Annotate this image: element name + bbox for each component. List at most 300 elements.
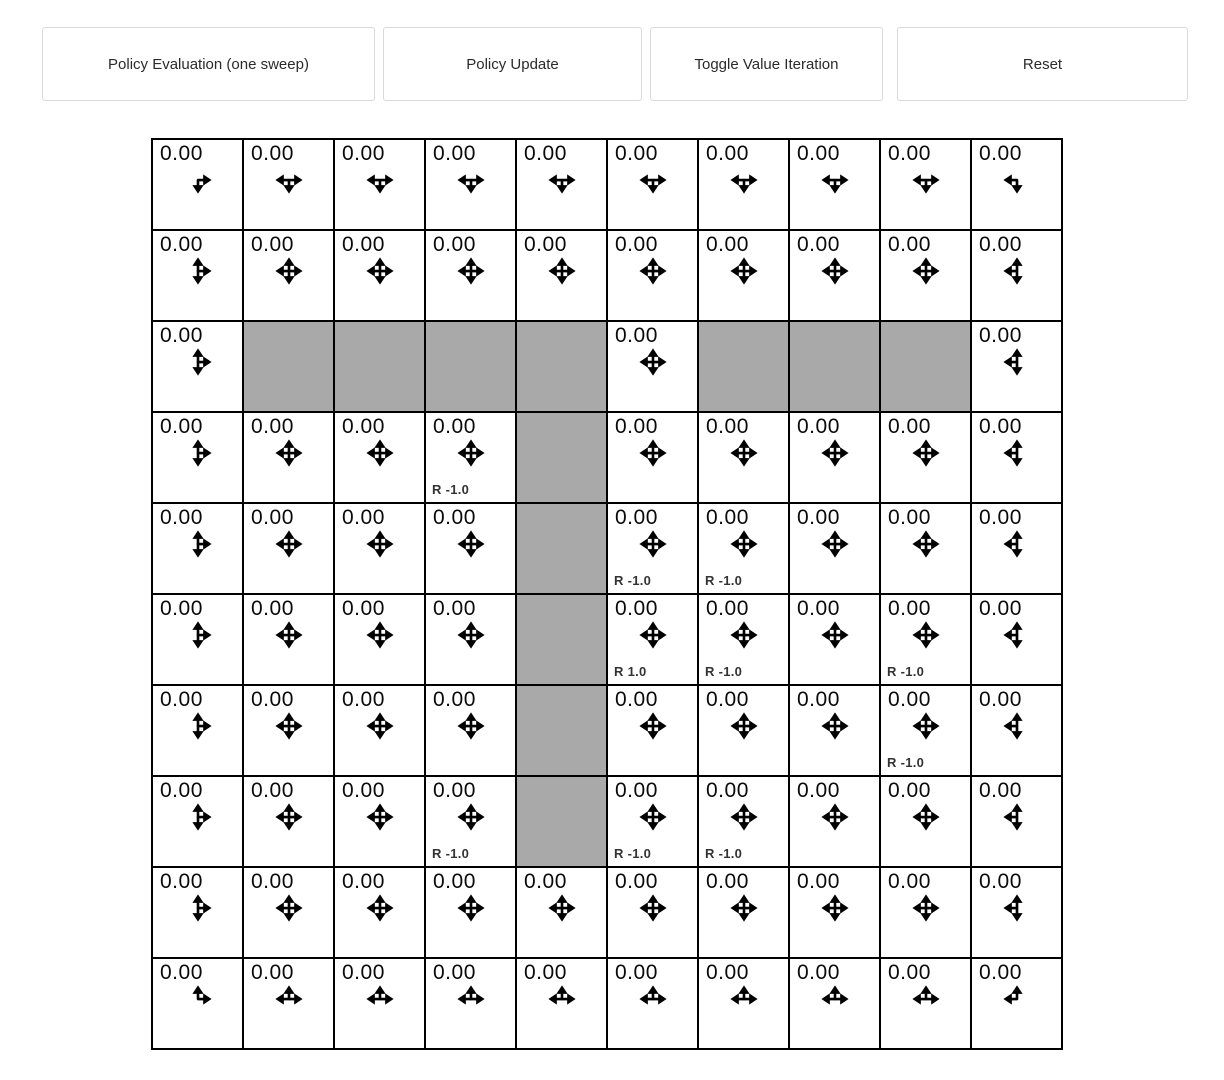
policy-arrows [911, 984, 941, 1014]
state-value: 0.00 [160, 415, 203, 438]
state-value: 0.00 [251, 142, 294, 165]
policy-arrows [638, 347, 668, 377]
grid-cell[interactable] [335, 777, 424, 866]
policy-arrow-icon [183, 620, 213, 650]
grid-cell[interactable] [790, 777, 879, 866]
policy-arrows [365, 984, 395, 1014]
grid-cell[interactable] [699, 504, 788, 593]
state-value: 0.00 [979, 142, 1022, 165]
policy-arrows [729, 438, 759, 468]
grid-cell[interactable] [335, 413, 424, 502]
policy-arrow-icon [911, 165, 941, 195]
policy-arrow-icon [638, 620, 668, 650]
policy-arrows [456, 984, 486, 1014]
state-value: 0.00 [251, 961, 294, 984]
state-value: 0.00 [251, 870, 294, 893]
policy-arrows [274, 165, 304, 195]
state-value: 0.00 [342, 779, 385, 802]
state-value: 0.00 [433, 961, 476, 984]
policy-arrow-icon [1002, 347, 1032, 377]
policy-arrow-icon [547, 984, 577, 1014]
wall-cell [244, 322, 333, 411]
state-value: 0.00 [888, 779, 931, 802]
policy-arrow-icon [911, 438, 941, 468]
wall-cell [517, 322, 606, 411]
grid-cell[interactable] [608, 504, 697, 593]
grid-cell[interactable] [153, 595, 242, 684]
reset-button[interactable]: Reset [897, 27, 1188, 101]
grid-cell[interactable] [426, 777, 515, 866]
grid-cell[interactable] [881, 595, 970, 684]
grid-cell[interactable] [790, 413, 879, 502]
state-value: 0.00 [888, 415, 931, 438]
grid-cell[interactable] [881, 413, 970, 502]
policy-arrow-icon [365, 984, 395, 1014]
policy-arrows [911, 893, 941, 923]
grid-cell[interactable] [335, 686, 424, 775]
policy-arrow-icon [729, 165, 759, 195]
policy-arrow-icon [183, 256, 213, 286]
policy-arrows [820, 893, 850, 923]
policy-arrow-icon [729, 256, 759, 286]
state-value: 0.00 [706, 142, 749, 165]
grid-cell[interactable] [699, 868, 788, 957]
policy-arrows [911, 711, 941, 741]
policy-arrows [820, 802, 850, 832]
state-value: 0.00 [797, 233, 840, 256]
policy-arrows [456, 711, 486, 741]
wall-cell [699, 322, 788, 411]
state-value: 0.00 [342, 142, 385, 165]
grid-cell[interactable] [699, 413, 788, 502]
grid-cell[interactable] [790, 231, 879, 320]
grid-cell[interactable] [335, 595, 424, 684]
state-value: 0.00 [888, 233, 931, 256]
policy-arrow-icon [911, 711, 941, 741]
policy-arrow-icon [456, 529, 486, 559]
policy-arrows [1002, 711, 1032, 741]
policy-arrow-icon [729, 438, 759, 468]
reward-label: R -1.0 [887, 664, 925, 679]
state-value: 0.00 [524, 961, 567, 984]
grid-cell[interactable] [972, 777, 1061, 866]
policy-arrows [638, 620, 668, 650]
policy-arrow-icon [1002, 256, 1032, 286]
policy-arrow-icon [820, 893, 850, 923]
policy-arrows [911, 802, 941, 832]
policy-arrow-icon [274, 165, 304, 195]
state-value: 0.00 [888, 870, 931, 893]
grid-cell[interactable] [244, 231, 333, 320]
state-value: 0.00 [524, 142, 567, 165]
policy-arrows [638, 984, 668, 1014]
state-value: 0.00 [251, 415, 294, 438]
grid-cell[interactable] [153, 959, 242, 1048]
state-value: 0.00 [524, 233, 567, 256]
grid-cell[interactable] [426, 868, 515, 957]
state-value: 0.00 [797, 688, 840, 711]
grid-cell[interactable] [699, 959, 788, 1048]
grid-cell[interactable] [335, 231, 424, 320]
policy-arrows [547, 256, 577, 286]
policy-arrow-icon [365, 711, 395, 741]
reward-label: R -1.0 [705, 664, 743, 679]
grid-cell[interactable] [153, 777, 242, 866]
policy-arrow-icon [1002, 165, 1032, 195]
policy-arrow-icon [547, 165, 577, 195]
state-value: 0.00 [615, 688, 658, 711]
grid-cell[interactable] [153, 686, 242, 775]
state-value: 0.00 [797, 870, 840, 893]
policy-arrows [274, 256, 304, 286]
state-value: 0.00 [888, 688, 931, 711]
state-value: 0.00 [615, 415, 658, 438]
grid-cell[interactable] [972, 322, 1061, 411]
state-value: 0.00 [251, 506, 294, 529]
grid-cell[interactable] [790, 504, 879, 593]
policy-arrows [638, 802, 668, 832]
policy-arrows [911, 256, 941, 286]
grid-cell[interactable] [426, 595, 515, 684]
reward-label: R -1.0 [432, 482, 470, 497]
grid-cell[interactable] [426, 686, 515, 775]
policy-arrow-icon [1002, 802, 1032, 832]
grid-cell[interactable] [153, 413, 242, 502]
state-value: 0.00 [342, 688, 385, 711]
policy-arrow-icon [456, 802, 486, 832]
grid-cell[interactable] [335, 959, 424, 1048]
grid-cell[interactable] [244, 868, 333, 957]
grid-cell[interactable] [244, 777, 333, 866]
wall-cell [517, 777, 606, 866]
policy-arrows [183, 984, 213, 1014]
grid-cell[interactable] [881, 777, 970, 866]
policy-arrow-icon [274, 984, 304, 1014]
policy-arrow-icon [274, 438, 304, 468]
policy-arrow-icon [183, 347, 213, 377]
grid-cell[interactable] [517, 231, 606, 320]
policy-arrow-icon [183, 438, 213, 468]
state-value: 0.00 [979, 597, 1022, 620]
policy-arrows [1002, 256, 1032, 286]
policy-arrow-icon [1002, 893, 1032, 923]
policy-arrow-icon [729, 984, 759, 1014]
grid-cell[interactable] [790, 595, 879, 684]
policy-arrows [365, 256, 395, 286]
policy-arrows [547, 165, 577, 195]
policy-arrows [1002, 347, 1032, 377]
policy-arrow-icon [638, 438, 668, 468]
policy-arrow-icon [1002, 529, 1032, 559]
policy-arrows [911, 438, 941, 468]
policy-arrow-icon [638, 256, 668, 286]
policy-arrow-icon [729, 620, 759, 650]
policy-arrows [365, 438, 395, 468]
grid-cell[interactable] [608, 777, 697, 866]
policy-arrow-icon [820, 165, 850, 195]
state-value: 0.00 [160, 870, 203, 893]
grid-cell[interactable] [608, 868, 697, 957]
state-value: 0.00 [979, 324, 1022, 347]
state-value: 0.00 [706, 688, 749, 711]
state-value: 0.00 [433, 597, 476, 620]
policy-arrow-icon [820, 802, 850, 832]
grid-cell[interactable] [244, 686, 333, 775]
policy-arrows [638, 165, 668, 195]
state-value: 0.00 [797, 597, 840, 620]
state-value: 0.00 [706, 961, 749, 984]
state-value: 0.00 [251, 597, 294, 620]
policy-arrows [365, 802, 395, 832]
policy-arrows [274, 711, 304, 741]
state-value: 0.00 [524, 870, 567, 893]
policy-arrows [729, 256, 759, 286]
grid-cell[interactable] [972, 413, 1061, 502]
grid-cell[interactable] [972, 231, 1061, 320]
policy-arrow-icon [820, 984, 850, 1014]
grid-cell[interactable] [972, 595, 1061, 684]
policy-arrows [820, 256, 850, 286]
policy-arrow-icon [456, 711, 486, 741]
policy-arrow-icon [638, 984, 668, 1014]
policy-arrow-icon [638, 165, 668, 195]
reward-label: R 1.0 [614, 664, 647, 679]
policy-arrow-icon [638, 802, 668, 832]
grid-cell[interactable] [881, 868, 970, 957]
policy-arrow-icon [638, 347, 668, 377]
wall-cell [517, 413, 606, 502]
grid-cell[interactable] [244, 595, 333, 684]
policy-arrow-icon [911, 802, 941, 832]
grid-cell[interactable] [335, 504, 424, 593]
policy-arrows [1002, 802, 1032, 832]
state-value: 0.00 [979, 961, 1022, 984]
policy-arrow-icon [365, 529, 395, 559]
grid-cell[interactable] [153, 322, 242, 411]
policy-arrows [183, 711, 213, 741]
state-value: 0.00 [433, 688, 476, 711]
grid-cell[interactable] [881, 959, 970, 1048]
state-value: 0.00 [251, 233, 294, 256]
grid-cell[interactable] [790, 868, 879, 957]
policy-arrows [820, 984, 850, 1014]
grid-cell[interactable] [608, 959, 697, 1048]
state-value: 0.00 [342, 233, 385, 256]
policy-arrows [274, 620, 304, 650]
policy-arrows [183, 347, 213, 377]
wall-cell [517, 504, 606, 593]
state-value: 0.00 [160, 688, 203, 711]
wall-cell [790, 322, 879, 411]
policy-arrows [1002, 438, 1032, 468]
toolbar [42, 27, 1188, 101]
policy-arrow-icon [274, 620, 304, 650]
grid-cell[interactable] [517, 868, 606, 957]
policy-arrows [729, 165, 759, 195]
policy-arrows [820, 165, 850, 195]
grid-cell[interactable] [608, 686, 697, 775]
policy-arrow-icon [729, 529, 759, 559]
state-value: 0.00 [433, 415, 476, 438]
grid-cell[interactable] [608, 140, 697, 229]
policy-arrow-icon [911, 984, 941, 1014]
toggle-value-iteration-button[interactable]: Toggle Value Iteration [650, 27, 883, 101]
policy-arrow-icon [638, 529, 668, 559]
grid-cell[interactable] [699, 777, 788, 866]
grid-cell[interactable] [972, 140, 1061, 229]
state-value: 0.00 [979, 688, 1022, 711]
state-value: 0.00 [979, 779, 1022, 802]
grid-cell[interactable] [335, 140, 424, 229]
policy-arrows [820, 620, 850, 650]
grid-cell[interactable] [517, 140, 606, 229]
policy-arrow-icon [183, 802, 213, 832]
grid-cell[interactable] [881, 231, 970, 320]
policy-arrow-icon [365, 256, 395, 286]
state-value: 0.00 [615, 597, 658, 620]
grid-cell[interactable] [972, 686, 1061, 775]
policy-arrow-icon [911, 893, 941, 923]
policy-arrows [274, 984, 304, 1014]
grid-cell[interactable] [972, 504, 1061, 593]
policy-arrow-icon [274, 893, 304, 923]
policy-arrow-icon [365, 620, 395, 650]
grid-cell[interactable] [153, 231, 242, 320]
reward-label: R -1.0 [705, 846, 743, 861]
policy-arrows [456, 620, 486, 650]
policy-arrows [547, 984, 577, 1014]
grid-cell[interactable] [244, 504, 333, 593]
policy-arrows [183, 620, 213, 650]
state-value: 0.00 [160, 233, 203, 256]
state-value: 0.00 [160, 324, 203, 347]
policy-arrow-icon [911, 620, 941, 650]
policy-arrows [638, 256, 668, 286]
policy-arrows [365, 529, 395, 559]
policy-arrow-icon [638, 711, 668, 741]
policy-arrow-icon [1002, 711, 1032, 741]
policy-arrows [274, 529, 304, 559]
policy-arrow-icon [547, 893, 577, 923]
policy-evaluation-button[interactable]: Policy Evaluation (one sweep) [42, 27, 375, 101]
policy-arrow-icon [183, 984, 213, 1014]
state-value: 0.00 [433, 870, 476, 893]
state-value: 0.00 [433, 233, 476, 256]
state-value: 0.00 [615, 506, 658, 529]
state-value: 0.00 [706, 870, 749, 893]
state-value: 0.00 [979, 415, 1022, 438]
policy-update-button[interactable]: Policy Update [383, 27, 642, 101]
state-value: 0.00 [342, 597, 385, 620]
grid-cell[interactable] [608, 413, 697, 502]
grid-cell[interactable] [972, 868, 1061, 957]
state-value: 0.00 [160, 597, 203, 620]
state-value: 0.00 [979, 506, 1022, 529]
policy-arrow-icon [274, 802, 304, 832]
wall-cell [881, 322, 970, 411]
state-value: 0.00 [706, 779, 749, 802]
policy-arrow-icon [183, 711, 213, 741]
policy-arrow-icon [274, 256, 304, 286]
grid-cell[interactable] [426, 140, 515, 229]
wall-cell [335, 322, 424, 411]
grid-cell[interactable] [608, 322, 697, 411]
policy-arrows [729, 802, 759, 832]
state-value: 0.00 [979, 870, 1022, 893]
grid-cell[interactable] [881, 686, 970, 775]
grid-cell[interactable] [335, 868, 424, 957]
grid-cell[interactable] [881, 140, 970, 229]
grid-cell[interactable] [608, 595, 697, 684]
grid-cell[interactable] [699, 595, 788, 684]
grid-cell[interactable] [790, 959, 879, 1048]
grid-cell[interactable] [426, 413, 515, 502]
policy-arrow-icon [365, 165, 395, 195]
policy-arrows [274, 438, 304, 468]
grid-cell[interactable] [153, 504, 242, 593]
policy-arrow-icon [183, 165, 213, 195]
grid-cell[interactable] [426, 959, 515, 1048]
policy-arrows [1002, 620, 1032, 650]
policy-arrows [1002, 165, 1032, 195]
policy-arrow-icon [729, 893, 759, 923]
policy-arrows [456, 165, 486, 195]
policy-arrow-icon [456, 893, 486, 923]
policy-arrow-icon [911, 256, 941, 286]
grid-cell[interactable] [699, 140, 788, 229]
grid-cell[interactable] [426, 504, 515, 593]
wall-cell [426, 322, 515, 411]
state-value: 0.00 [888, 506, 931, 529]
grid-cell[interactable] [790, 140, 879, 229]
policy-arrow-icon [820, 438, 850, 468]
policy-arrows [729, 893, 759, 923]
policy-arrow-icon [274, 711, 304, 741]
grid-cell[interactable] [972, 959, 1061, 1048]
policy-arrow-icon [638, 893, 668, 923]
policy-arrow-icon [820, 620, 850, 650]
grid-cell[interactable] [244, 140, 333, 229]
state-value: 0.00 [797, 779, 840, 802]
policy-arrows [729, 529, 759, 559]
grid-cell[interactable] [790, 686, 879, 775]
grid-cell[interactable] [517, 959, 606, 1048]
grid-cell[interactable] [153, 868, 242, 957]
state-value: 0.00 [160, 779, 203, 802]
policy-arrow-icon [729, 802, 759, 832]
policy-arrows [729, 984, 759, 1014]
policy-arrows [183, 529, 213, 559]
reward-label: R -1.0 [614, 846, 652, 861]
state-value: 0.00 [160, 142, 203, 165]
grid-cell[interactable] [699, 686, 788, 775]
grid-cell[interactable] [244, 959, 333, 1048]
policy-arrows [729, 711, 759, 741]
policy-arrow-icon [183, 893, 213, 923]
grid-cell[interactable] [608, 231, 697, 320]
grid-cell[interactable] [881, 504, 970, 593]
policy-arrows [911, 620, 941, 650]
state-value: 0.00 [433, 779, 476, 802]
grid-cell[interactable] [153, 140, 242, 229]
reward-label: R -1.0 [432, 846, 470, 861]
wall-cell [517, 686, 606, 775]
grid-cell[interactable] [699, 231, 788, 320]
grid-cell[interactable] [426, 231, 515, 320]
grid-cell[interactable] [244, 413, 333, 502]
policy-arrows [456, 893, 486, 923]
state-value: 0.00 [433, 142, 476, 165]
